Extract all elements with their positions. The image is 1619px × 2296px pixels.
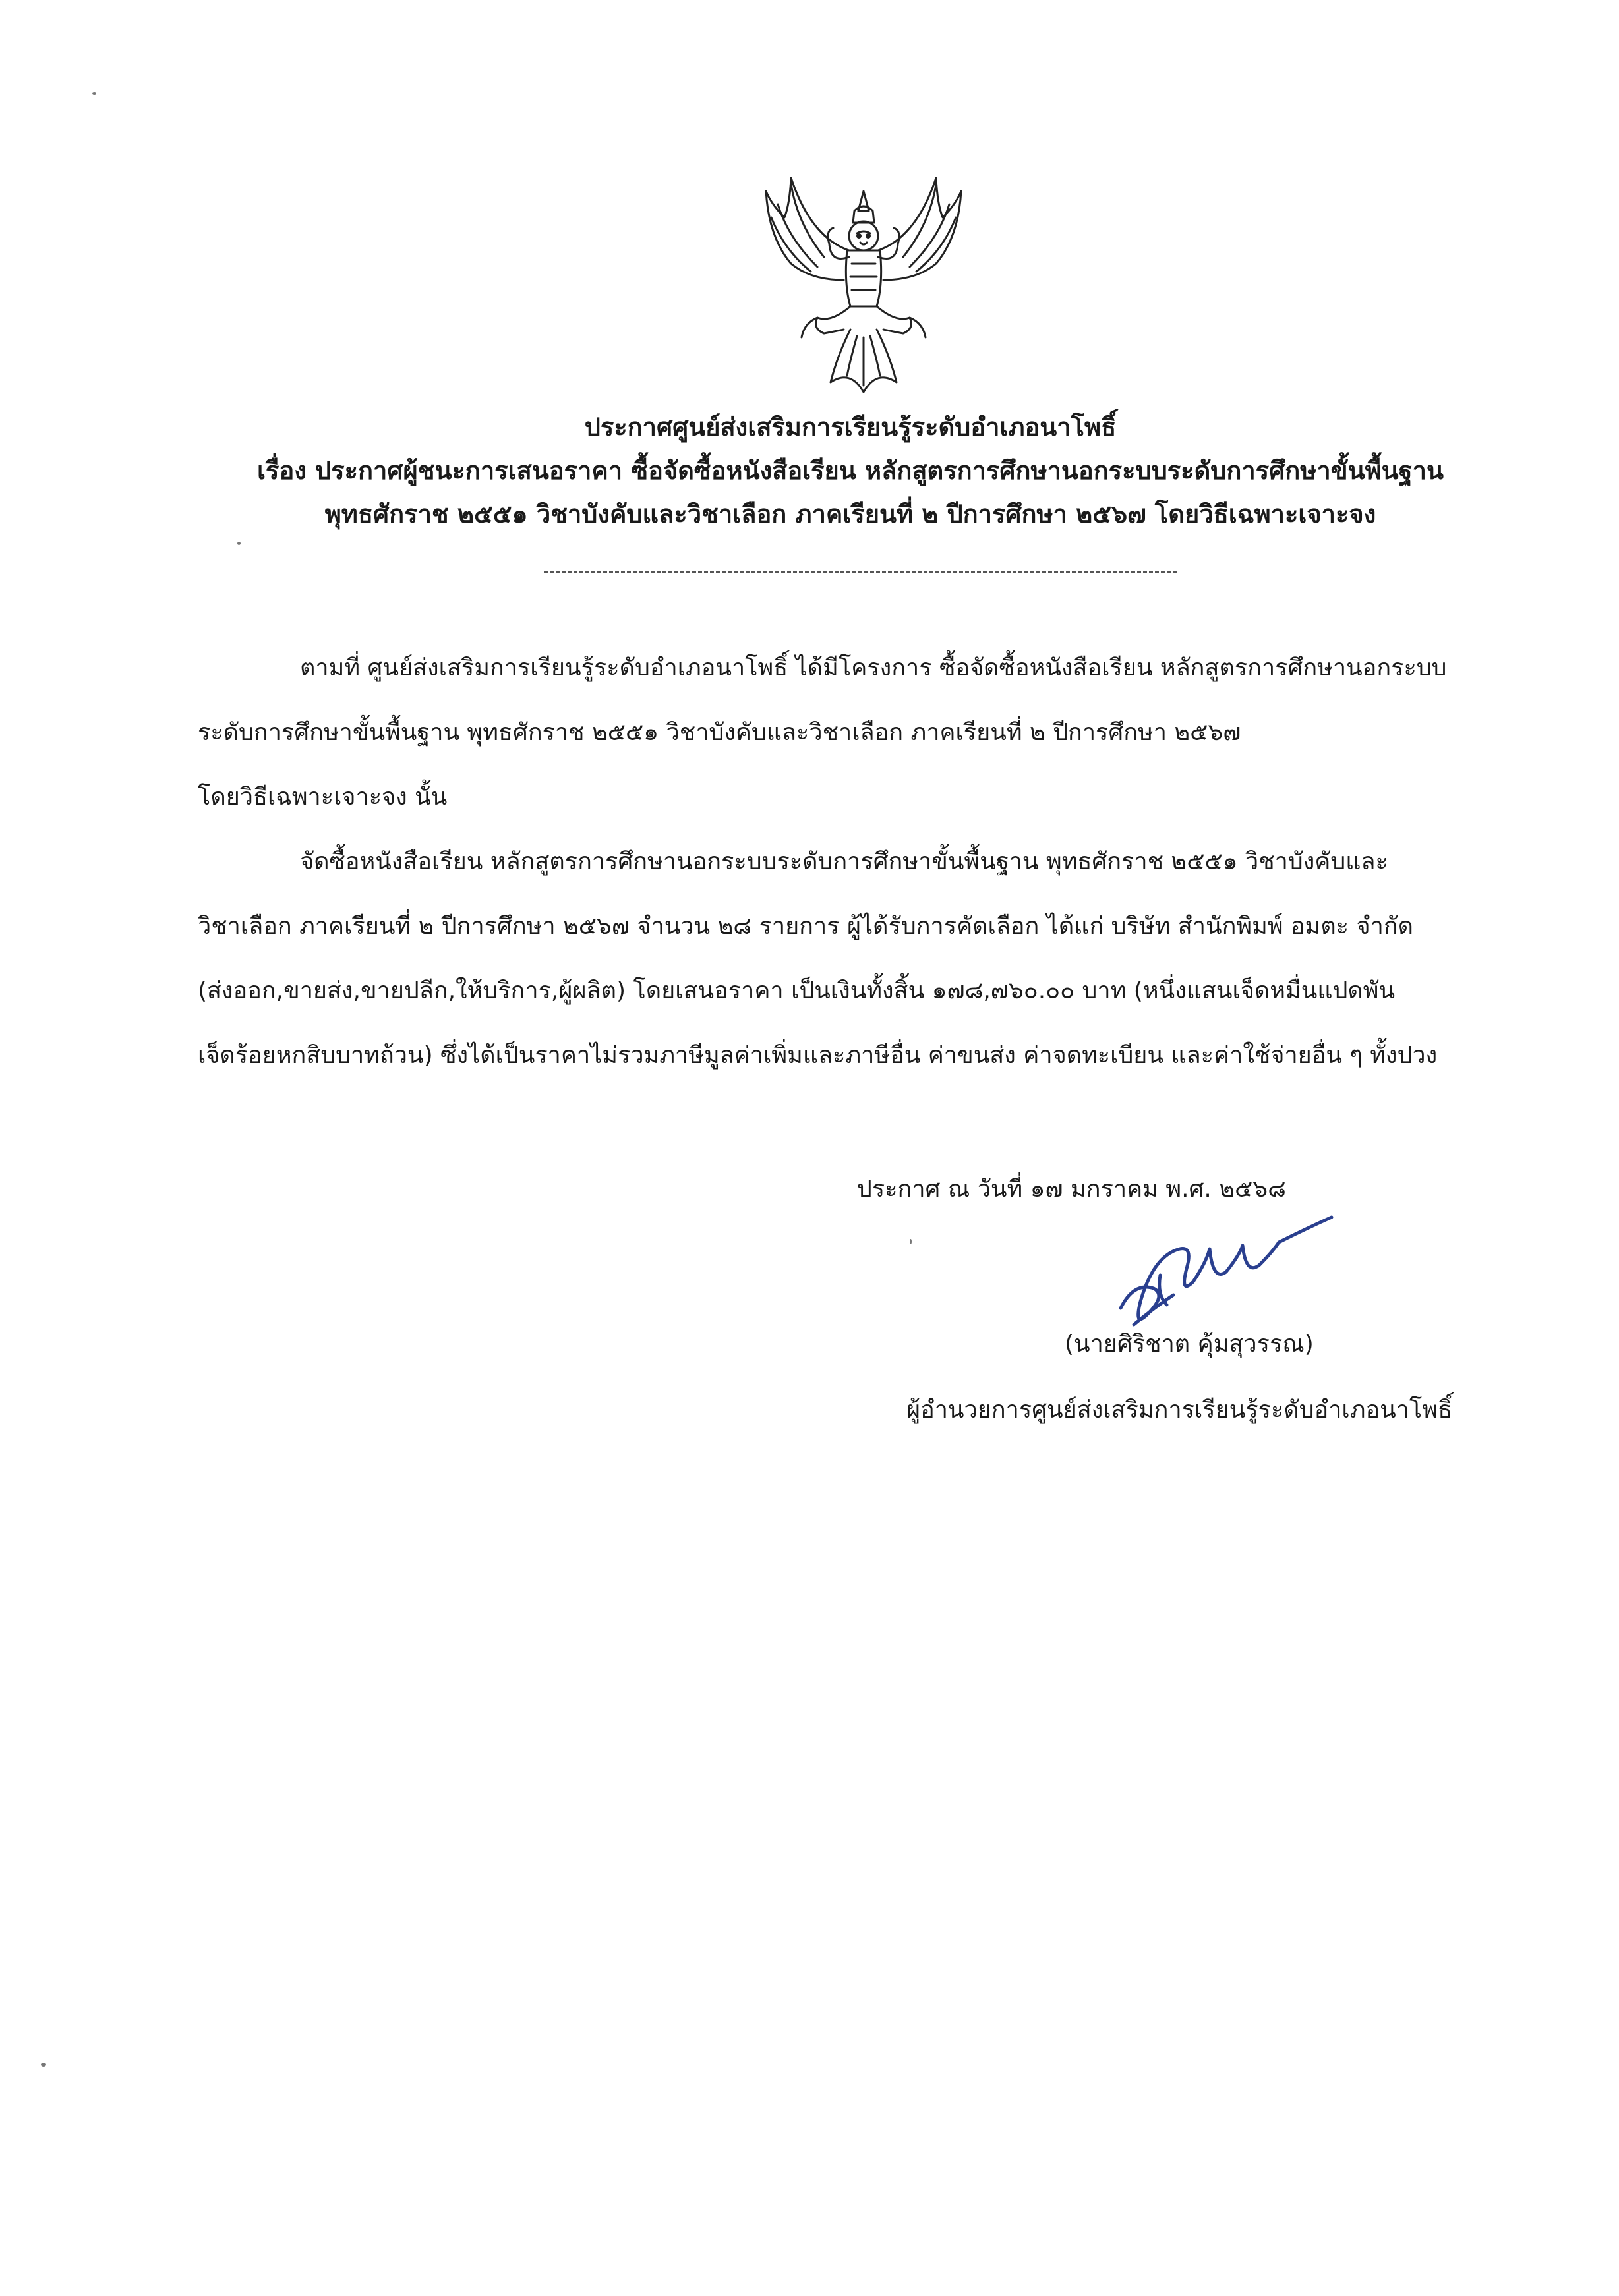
scan-speck xyxy=(910,1239,912,1244)
paragraph-1-line-2: ระดับการศึกษาขั้นพื้นฐาน พุทธศักราช ๒๕๕๑ วิชาบังคับและวิชาเลือก ภาคเรียนที่ ๒ ปีการศึกษา ๒๕๖๗ xyxy=(198,719,1241,746)
announcement-title xyxy=(198,405,1503,536)
paragraph-2-line-1: จัดซื้อหนังสือเรียน หลักสูตรการศึกษานอกระบบระดับการศึกษาขั้นพื้นฐาน พุทธศักราช ๒๕๕๑ วิชาบังคับและ xyxy=(300,848,1388,875)
scan-speck xyxy=(92,92,96,95)
handwritten-signature xyxy=(1094,1209,1345,1335)
title-line-1: ประกาศศูนย์ส่งเสริมการเรียนรู้ระดับอำเภอนาโพธิ์ xyxy=(584,413,1117,442)
paragraph-2-line-4: เจ็ดร้อยหกสิบบาทถ้วน) ซึ่งได้เป็นราคาไม่รวมภาษีมูลค่าเพิ่มและภาษีอื่น ค่าขนส่ง ค่าจดทะเบียน และค่าใช้จ่ายอื่น ๆ ทั้งปวง xyxy=(198,1042,1438,1069)
garuda-emblem xyxy=(751,165,976,402)
announcement-date: ประกาศ ณ วันที่ ๑๗ มกราคม พ.ศ. ๒๕๖๘ xyxy=(857,1176,1286,1203)
announcement-body xyxy=(198,636,1490,1088)
scan-speck xyxy=(237,542,241,545)
paragraph-2-line-2: วิชาเลือก ภาคเรียนที่ ๒ ปีการศึกษา ๒๕๖๗ จำนวน ๒๘ รายการ ผู้ได้รับการคัดเลือก ได้แก่ บริษัท สำนักพิมพ์ อมตะ จำกัด xyxy=(198,913,1413,940)
paragraph-1-line-1: ตามที่ ศูนย์ส่งเสริมการเรียนรู้ระดับอำเภอนาโพธิ์ ได้มีโครงการ ซื้อจัดซื้อหนังสือเรียน หลักสูตรการศึกษานอกระบบ xyxy=(300,654,1447,681)
title-line-3: พุทธศักราช ๒๕๕๑ วิชาบังคับและวิชาเลือก ภาคเรียนที่ ๒ ปีการศึกษา ๒๕๖๗ โดยวิธีเฉพาะเจาะจง xyxy=(324,500,1376,529)
title-divider xyxy=(544,571,1177,573)
paragraph-2-line-3: (ส่งออก,ขายส่ง,ขายปลีก,ให้บริการ,ผู้ผลิต) โดยเสนอราคา เป็นเงินทั้งสิ้น ๑๗๘,๗๖๐.๐๐ บาท (หนึ่งแสนเจ็ดหมื่นแปดพัน xyxy=(198,977,1396,1004)
scan-speck xyxy=(41,2063,46,2067)
paragraph-1-line-3: โดยวิธีเฉพาะเจาะจง นั้น xyxy=(198,784,448,811)
title-line-2: เรื่อง ประกาศผู้ชนะการเสนอราคา ซื้อจัดซื้อหนังสือเรียน หลักสูตรการศึกษานอกระบบระดับการศึกษาขั้นพื้นฐาน xyxy=(257,456,1444,485)
signer-position: ผู้อำนวยการศูนย์ส่งเสริมการเรียนรู้ระดับอำเภอนาโพธิ์ xyxy=(906,1396,1452,1423)
signer-name: (นายศิริชาต คุ้มสุวรรณ) xyxy=(1065,1331,1314,1358)
